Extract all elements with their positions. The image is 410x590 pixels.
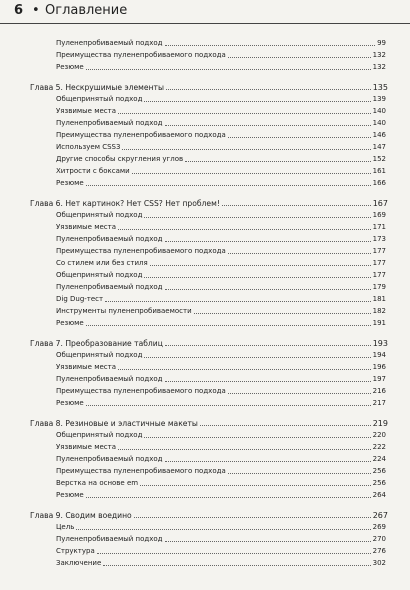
toc-entry-title: Пуленепробиваемый подход (56, 39, 163, 47)
toc-entry (0, 49, 410, 60)
toc-chapter (0, 337, 410, 348)
toc-entry-page: 256 (372, 479, 386, 487)
toc-chapter (0, 509, 410, 520)
toc-entry (0, 441, 410, 452)
toc-entry (0, 521, 410, 532)
toc-entry (0, 429, 410, 440)
toc-entry-page: 267 (372, 511, 388, 520)
toc-leader-dots (144, 217, 370, 218)
toc-leader-dots (105, 301, 371, 302)
toc-entry (0, 177, 410, 188)
toc-leader-dots (118, 369, 371, 370)
toc-entry (0, 489, 410, 500)
toc-leader-dots (165, 125, 371, 126)
toc-entry (0, 533, 410, 544)
toc-leader-dots (118, 449, 371, 450)
toc-leader-dots (144, 101, 370, 102)
toc-leader-dots (144, 437, 370, 438)
toc-entry-title: Уязвимые места (56, 223, 117, 231)
toc-entry-title: Резюме (56, 399, 84, 407)
toc-leader-dots (165, 461, 371, 462)
toc-entry (0, 385, 410, 396)
toc-entry-title: Преимущества пуленепробиваемого подхода (56, 247, 226, 255)
toc-leader-dots (228, 393, 371, 394)
toc-entry-title: Глава 9. Сводим воедино (30, 511, 132, 520)
toc-entry-title: Общепринятый подход (56, 351, 143, 359)
toc-leader-dots (86, 325, 371, 326)
toc-entry-page: 177 (372, 271, 386, 279)
toc-entry (0, 293, 410, 304)
toc-entry-page: 302 (372, 559, 386, 567)
toc-entry-page: 193 (372, 339, 388, 348)
toc-entry (0, 477, 410, 488)
toc-entry-title: Резюме (56, 319, 84, 327)
toc-entry-title: Уязвимые места (56, 443, 117, 451)
toc-entry-page: 177 (372, 259, 386, 267)
toc-entry-page: 147 (372, 143, 386, 151)
toc-entry-title: Заключение (56, 559, 102, 567)
toc-entry (0, 209, 410, 220)
toc-entry-page: 132 (372, 51, 386, 59)
toc-leader-dots (228, 473, 371, 474)
toc-entry (0, 165, 410, 176)
toc-entry-title: Со стилем или без стиля (56, 259, 148, 267)
toc-chapter (0, 417, 410, 428)
toc-entry (0, 453, 410, 464)
toc-leader-dots (200, 425, 371, 426)
toc-entry-page: 216 (372, 387, 386, 395)
toc-entry-title: Верстка на основе em (56, 479, 139, 487)
toc-entry-page: 169 (372, 211, 386, 219)
toc-entry-title: Резюме (56, 179, 84, 187)
toc-entry-page: 224 (372, 455, 386, 463)
page-number: 6 (14, 3, 24, 18)
toc-entry-page: 171 (372, 223, 386, 231)
toc-entry-title: Общепринятый подход (56, 431, 143, 439)
toc-entry (0, 37, 410, 48)
toc-entry-page: 217 (372, 399, 386, 407)
toc-entry (0, 397, 410, 408)
toc-entry-page: 219 (372, 419, 388, 428)
toc-entry-title: Пуленепробиваемый подход (56, 455, 163, 463)
toc-entry-page: 152 (372, 155, 386, 163)
toc-leader-dots (140, 485, 371, 486)
toc-entry-title: Общепринятый подход (56, 271, 143, 279)
toc-entry (0, 361, 410, 372)
toc-entry (0, 233, 410, 244)
toc-entry-page: 177 (372, 247, 386, 255)
toc-entry-page: 194 (372, 351, 386, 359)
toc-leader-dots (165, 381, 371, 382)
toc-entry-title: Пуленепробиваемый подход (56, 535, 163, 543)
toc-entry-title: Другие способы скругления углов (56, 155, 184, 163)
toc-entry-page: 256 (372, 467, 386, 475)
toc-entry-page: 135 (372, 83, 388, 92)
toc-entry-title: Уязвимые места (56, 363, 117, 371)
toc-entry-page: 182 (372, 307, 386, 315)
toc-leader-dots (97, 553, 371, 554)
toc-leader-dots (222, 205, 371, 206)
toc-entry (0, 61, 410, 72)
toc-entry (0, 373, 410, 384)
toc-entry-title: Используем CSS3 (56, 143, 121, 151)
toc-leader-dots (86, 185, 371, 186)
toc-entry-title: Преимущества пуленепробиваемого подхода (56, 467, 226, 475)
toc-leader-dots (228, 253, 371, 254)
toc-entry-title: Глава 8. Резиновые и эластичные макеты (30, 419, 198, 428)
toc-leader-dots (228, 57, 371, 58)
toc-entry-title: Глава 6. Нет картинок? Нет CSS? Нет проблем! (30, 199, 220, 208)
toc-entry (0, 93, 410, 104)
toc-entry-page: 181 (372, 295, 386, 303)
toc-entry (0, 317, 410, 328)
toc-entry-page: 167 (372, 199, 388, 208)
toc-leader-dots (86, 405, 371, 406)
toc-leader-dots (166, 89, 371, 90)
toc-leader-dots (165, 345, 371, 346)
toc-leader-dots (134, 517, 371, 518)
toc-entry-page: 140 (372, 107, 386, 115)
toc-entry-title: Инструменты пуленепробиваемости (56, 307, 192, 315)
toc-entry-title: Структура (56, 547, 95, 555)
toc-entry-title: Пуленепробиваемый подход (56, 283, 163, 291)
toc-leader-dots (118, 113, 371, 114)
toc-entry-page: 173 (372, 235, 386, 243)
toc-entry-title: Преимущества пуленепробиваемого подхода (56, 51, 226, 59)
toc-entry (0, 281, 410, 292)
toc-entry (0, 221, 410, 232)
toc-entry-page: 132 (372, 63, 386, 71)
toc-entry-page: 222 (372, 443, 386, 451)
toc-entry (0, 465, 410, 476)
toc-leader-dots (165, 241, 371, 242)
toc-entry-title: Общепринятый подход (56, 211, 143, 219)
toc-leader-dots (132, 173, 371, 174)
toc-entry (0, 153, 410, 164)
toc-leader-dots (185, 161, 371, 162)
toc-entry-page: 146 (372, 131, 386, 139)
toc-entry-page: 161 (372, 167, 386, 175)
toc-entry-title: Резюме (56, 491, 84, 499)
toc-entry-page: 269 (372, 523, 386, 531)
toc-entry (0, 349, 410, 360)
toc-leader-dots (165, 45, 376, 46)
toc-leader-dots (165, 289, 371, 290)
toc-entry (0, 557, 410, 568)
toc-entry-page: 197 (372, 375, 386, 383)
toc-entry (0, 269, 410, 280)
toc-entry-title: Пуленепробиваемый подход (56, 119, 163, 127)
toc-entry-title: Пуленепробиваемый подход (56, 235, 163, 243)
toc-entry-title: Хитрости с боксами (56, 167, 130, 175)
toc-entry (0, 545, 410, 556)
toc-leader-dots (150, 265, 371, 266)
toc-chapter (0, 197, 410, 208)
toc-entry-page: 264 (372, 491, 386, 499)
toc-leader-dots (118, 229, 371, 230)
toc-leader-dots (144, 357, 370, 358)
toc-entry (0, 305, 410, 316)
toc-leader-dots (86, 69, 371, 70)
toc-entry-title: Пуленепробиваемый подход (56, 375, 163, 383)
toc-leader-dots (165, 541, 371, 542)
toc-leader-dots (76, 529, 370, 530)
toc-leader-dots (86, 497, 371, 498)
toc-leader-dots (103, 565, 370, 566)
toc-entry-page: 166 (372, 179, 386, 187)
toc-entry (0, 245, 410, 256)
toc-entry-title: Глава 7. Преобразование таблиц (30, 339, 163, 348)
toc-entry (0, 129, 410, 140)
toc-entry (0, 141, 410, 152)
toc-entry-title: Dig Dug-тест (56, 295, 104, 303)
toc-entry-title: Преимущества пуленепробиваемого подхода (56, 131, 226, 139)
toc-entry-title: Уязвимые места (56, 107, 117, 115)
toc-leader-dots (228, 137, 371, 138)
page-title: Оглавление (45, 3, 128, 18)
toc-leader-dots (194, 313, 371, 314)
toc-entry (0, 257, 410, 268)
toc-entry-page: 99 (377, 39, 386, 47)
toc-entry-page: 196 (372, 363, 386, 371)
toc-entry-page: 270 (372, 535, 386, 543)
toc-entry-title: Общепринятый подход (56, 95, 143, 103)
toc-entry-page: 179 (372, 283, 386, 291)
toc-entry-page: 191 (372, 319, 386, 327)
toc-entry-page: 220 (372, 431, 386, 439)
toc-entry-title: Преимущества пуленепробиваемого подхода (56, 387, 226, 395)
page-header (0, 0, 410, 24)
toc-leader-dots (144, 277, 370, 278)
toc-entry-page: 140 (372, 119, 386, 127)
toc-leader-dots (122, 149, 370, 150)
toc-entry-page: 276 (372, 547, 386, 555)
toc-entry-title: Цель (56, 523, 75, 531)
header-bullet: • (32, 3, 40, 18)
toc-entry (0, 105, 410, 116)
toc-entry (0, 117, 410, 128)
toc-entry-title: Глава 5. Нескрушимые элементы (30, 83, 164, 92)
toc-entry-page: 139 (372, 95, 386, 103)
toc-entry-title: Резюме (56, 63, 84, 71)
toc-chapter (0, 81, 410, 92)
